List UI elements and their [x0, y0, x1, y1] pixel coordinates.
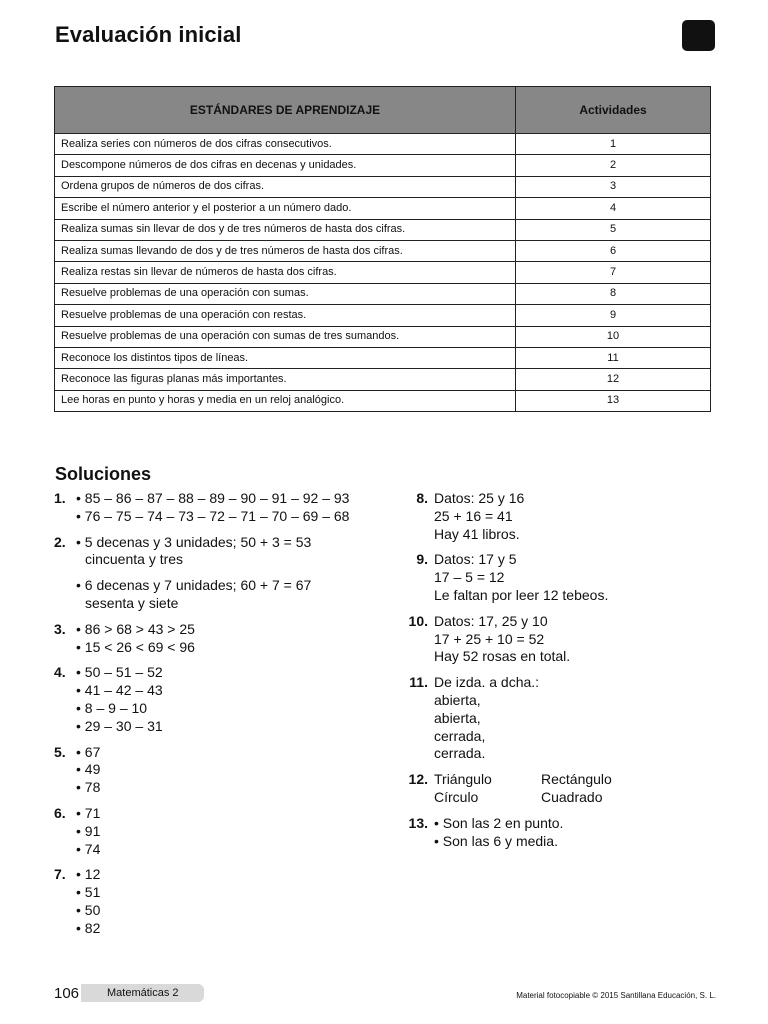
solution-9 [399, 551, 729, 604]
solution-1 [54, 490, 384, 526]
table-row [55, 347, 711, 368]
table-row [55, 262, 711, 283]
table-row [55, 176, 711, 197]
solution-line: Datos: 17, 25 y 10 [434, 612, 548, 629]
solution-line: • 71 [76, 804, 101, 821]
solution-line: 17 + 25 + 10 = 52 [434, 630, 545, 647]
activity-cell: 1 [516, 134, 711, 155]
solution-line: Círculo [434, 788, 479, 805]
solution-line: • 15 < 26 < 69 < 96 [76, 638, 195, 655]
solution-line: 25 + 16 = 41 [434, 507, 513, 524]
standard-cell: Realiza series con números de dos cifras consecutivos. [55, 134, 516, 155]
solution-line: • Son las 2 en punto. [434, 814, 564, 831]
table-row [55, 369, 711, 390]
solution-line: • 41 – 42 – 43 [76, 682, 163, 699]
solutions-heading: Soluciones [55, 464, 152, 484]
activity-cell: 12 [516, 369, 711, 390]
solution-number: 13. [408, 814, 428, 831]
activity-cell: 7 [516, 262, 711, 283]
solution-line: Datos: 17 y 5 [434, 551, 517, 568]
solution-number: 6. [54, 804, 66, 821]
solution-line: cerrada, [434, 727, 486, 744]
solution-number: 4. [54, 664, 66, 681]
solution-line: Datos: 25 y 16 [434, 490, 525, 506]
standard-cell: Reconoce las figuras planas más importantes. [55, 369, 516, 390]
solution-line: Hay 52 rosas en total. [434, 648, 571, 665]
table-row [55, 240, 711, 261]
page-title: Evaluación inicial [55, 22, 242, 47]
solution-line: • 8 – 9 – 10 [76, 699, 148, 716]
solution-line: Rectángulo [541, 771, 612, 788]
solution-number: 12. [408, 771, 428, 788]
table-row [55, 305, 711, 326]
solution-line: cincuenta y tres [85, 551, 184, 568]
solution-line: • 49 [76, 761, 101, 778]
standard-cell: Realiza sumas llevando de dos y de tres números de hasta dos cifras. [55, 240, 516, 261]
standard-cell: Realiza sumas sin llevar de dos y de tres números de hasta dos cifras. [55, 219, 516, 240]
solution-line: • 74 [76, 840, 101, 857]
activity-cell: 3 [516, 176, 711, 197]
solution-number: 2. [54, 533, 66, 550]
solution-line: • 51 [76, 884, 101, 901]
activity-cell: 10 [516, 326, 711, 347]
solution-line: Cuadrado [541, 788, 603, 805]
standard-cell: Descompone números de dos cifras en decenas y unidades. [55, 155, 516, 176]
solution-line: • 50 [76, 901, 101, 918]
solution-number: 3. [54, 620, 66, 637]
solution-line: • 50 – 51 – 52 [76, 664, 163, 681]
solution-line: Hay 41 libros. [434, 525, 520, 542]
solution-line: • 6 decenas y 7 unidades; 60 + 7 = 67 [76, 577, 312, 594]
standard-cell: Resuelve problemas de una operación con sumas. [55, 283, 516, 304]
activity-cell: 4 [516, 198, 711, 219]
solution-number: 5. [54, 743, 66, 760]
solution-number: 9. [416, 551, 428, 568]
solution-line: • 29 – 30 – 31 [76, 717, 163, 734]
standards-table [54, 86, 711, 412]
solution-line: • 67 [76, 743, 101, 760]
header-activities: Actividades [516, 87, 711, 134]
solution-line: Triángulo [434, 771, 492, 788]
standard-cell: Realiza restas sin llevar de números de hasta dos cifras. [55, 262, 516, 283]
solutions-left-column [54, 490, 384, 938]
solution-line: • 86 > 68 > 43 > 25 [76, 620, 195, 637]
solution-4 [54, 664, 384, 735]
standard-cell: Reconoce los distintos tipos de líneas. [55, 347, 516, 368]
solution-line: • 12 [76, 866, 101, 883]
solution-line: De izda. a dcha.: [434, 674, 540, 691]
solution-10 [399, 613, 729, 666]
table-row [55, 390, 711, 411]
standard-cell: Escribe el número anterior y el posterior a un número dado. [55, 198, 516, 219]
activity-cell: 11 [516, 347, 711, 368]
solution-8 [399, 490, 729, 543]
solution-line: abierta, [434, 709, 481, 726]
standard-cell: Resuelve problemas de una operación con restas. [55, 305, 516, 326]
solution-number: 11. [409, 674, 428, 691]
table-row [55, 198, 711, 219]
solution-11 [399, 674, 729, 763]
standard-cell: Lee horas en punto y horas y media en un reloj analógico. [55, 390, 516, 411]
solution-number: 1. [54, 490, 66, 506]
activity-cell: 5 [516, 219, 711, 240]
solution-line: • 91 [76, 822, 101, 839]
table-row [55, 155, 711, 176]
solution-number: 10. [408, 612, 428, 629]
activity-cell: 8 [516, 283, 711, 304]
solution-line: • 5 decenas y 3 unidades; 50 + 3 = 53 [76, 533, 312, 550]
solution-number: 8. [416, 490, 428, 506]
solution-7 [54, 866, 384, 937]
solution-line: Le faltan por leer 12 tebeos. [434, 586, 609, 603]
table-row [55, 283, 711, 304]
copyright-notice: Material fotocopiable © 2015 Santillana Educación, S. L. [516, 991, 716, 1000]
solution-line: • 82 [76, 919, 101, 936]
activity-cell: 9 [516, 305, 711, 326]
solution-line: sesenta y siete [85, 594, 179, 611]
solution-6 [54, 805, 384, 858]
table-header-row [55, 87, 711, 134]
solution-line: abierta, [434, 691, 481, 708]
table-row [55, 134, 711, 155]
book-title-tab: Matemáticas 2 [81, 984, 204, 1002]
standard-cell: Ordena grupos de números de dos cifras. [55, 176, 516, 197]
solution-13 [399, 815, 729, 851]
solution-3 [54, 621, 384, 657]
solution-12 [399, 771, 729, 807]
header-standards: ESTÁNDARES DE APRENDIZAJE [55, 87, 516, 134]
solution-number: 7. [54, 866, 66, 883]
solution-line: cerrada. [434, 745, 486, 762]
solution-line: • 85 – 86 – 87 – 88 – 89 – 90 – 91 – 92 – 93 [76, 490, 350, 506]
table-row [55, 326, 711, 347]
activity-cell: 13 [516, 390, 711, 411]
activity-cell: 6 [516, 240, 711, 261]
standard-cell: Resuelve problemas de una operación con sumas de tres sumandos. [55, 326, 516, 347]
solution-line: • 78 [76, 779, 101, 796]
solution-line: • 76 – 75 – 74 – 73 – 72 – 71 – 70 – 69 – 68 [76, 507, 350, 524]
solution-5 [54, 744, 384, 797]
page-number: 106 [54, 985, 80, 1002]
activity-cell: 2 [516, 155, 711, 176]
solutions-right-column [399, 490, 729, 850]
solution-2 [54, 534, 384, 613]
solution-line: • Son las 6 y media. [434, 832, 558, 849]
corner-tab-marker [682, 20, 715, 51]
table-row [55, 219, 711, 240]
solution-line: 17 – 5 = 12 [434, 569, 505, 586]
